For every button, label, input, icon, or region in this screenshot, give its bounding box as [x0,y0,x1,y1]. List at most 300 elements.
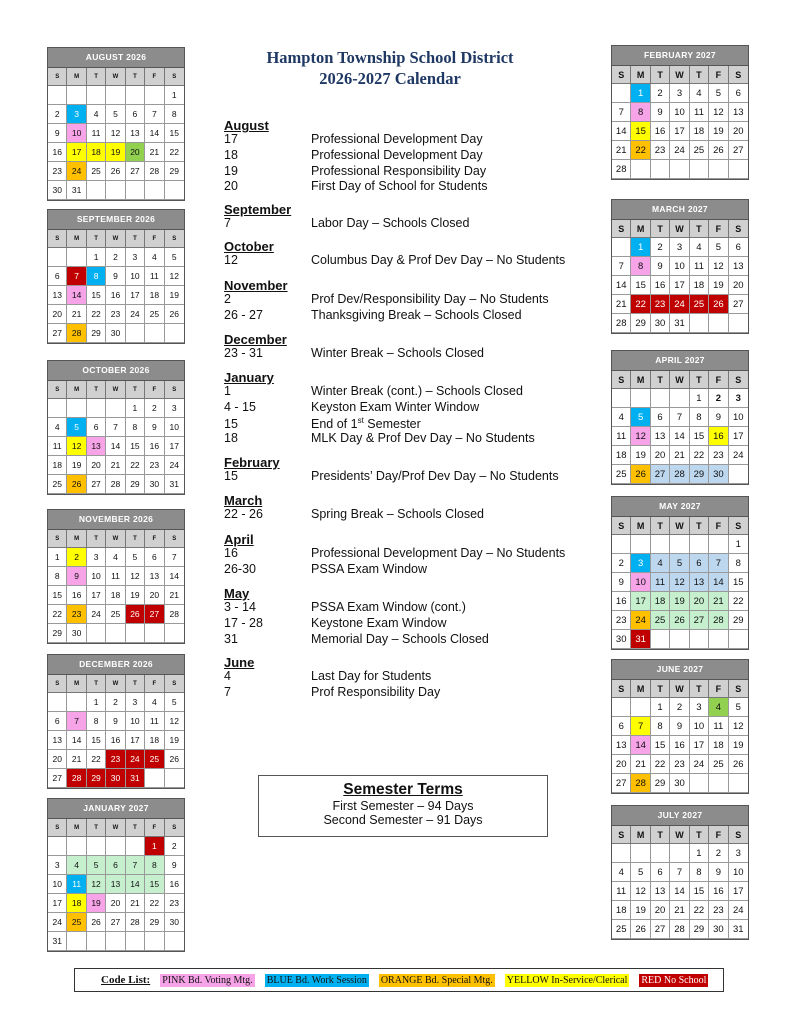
day-cell: 22 [690,901,709,920]
empty-day-cell [145,769,164,788]
day-cell: 24 [126,305,145,324]
day-cell: 15 [87,286,106,305]
day-cell: 1 [631,238,650,257]
event-description: Last Day for Students [311,669,432,683]
empty-day-cell [145,86,164,105]
day-cell: 16 [165,875,184,894]
day-cell: 20 [48,305,67,324]
code-list-legend [74,968,724,992]
event-description: Labor Day – Schools Closed [311,216,470,230]
event-date: 26 - 27 [224,307,263,322]
empty-day-cell [67,86,86,105]
empty-day-cell [126,181,145,200]
day-cell: 17 [670,122,689,141]
day-cell: 3 [126,248,145,267]
empty-day-cell [690,535,709,554]
event-month-heading: September [224,202,292,217]
weekday-header: M [631,826,650,844]
day-cell: 15 [87,731,106,750]
empty-day-cell [165,624,184,643]
empty-day-cell [87,399,106,418]
weekday-header: T [651,517,670,535]
calendar-title: APRIL 2027 [612,351,748,371]
day-cell: 3 [690,698,709,717]
day-cell: 12 [709,257,728,276]
event-date: 4 [224,669,231,683]
empty-day-cell [126,324,145,343]
weekday-header: S [729,220,748,238]
day-cell: 3 [126,693,145,712]
calendar-march-2027 [611,199,749,334]
legend-orange-special-mtg: ORANGE Bd. Special Mtg. [380,974,493,986]
day-cell: 28 [67,324,86,343]
day-cell: 12 [87,875,106,894]
day-cell: 9 [612,573,631,592]
day-cell: 20 [690,592,709,611]
empty-day-cell [87,837,106,856]
empty-day-cell [145,932,164,951]
day-cell: 5 [67,418,86,437]
day-cell: 18 [87,143,106,162]
empty-day-cell [690,774,709,793]
event-description: End of 1st Semester [311,415,421,431]
day-cell: 9 [709,408,728,427]
day-cell: 13 [106,875,125,894]
weekday-header: W [670,826,689,844]
event-date: 18 [224,147,238,162]
event-description: Columbus Day & Prof Dev Day – No Students [311,253,566,267]
day-cell: 13 [690,573,709,592]
day-cell: 29 [165,162,184,181]
day-cell: 18 [48,456,67,475]
empty-day-cell [67,399,86,418]
day-cell: 30 [612,630,631,649]
day-cell: 8 [87,267,106,286]
day-cell: 4 [612,863,631,882]
event-description: MLK Day & Prof Dev Day – No Students [311,431,535,446]
day-cell: 16 [651,122,670,141]
weekday-header: F [145,381,164,399]
empty-day-cell [48,248,67,267]
event-description: Professional Responsibility Day [311,163,487,178]
day-cell: 17 [729,882,748,901]
day-cell: 9 [709,863,728,882]
event-date: 22 - 26 [224,507,263,521]
event-row [224,469,559,483]
calendar-december-2026 [47,654,185,789]
day-cell: 11 [67,875,86,894]
day-cell: 11 [709,717,728,736]
weekday-header: S [612,220,631,238]
event-date: 17 [224,132,238,146]
day-cell: 27 [651,465,670,484]
empty-day-cell [126,932,145,951]
day-cell: 11 [87,124,106,143]
day-cell: 31 [670,314,689,333]
event-description: Professional Development Day – No Students [311,546,566,560]
weekday-header: S [165,530,184,548]
empty-day-cell [67,932,86,951]
day-cell: 9 [106,712,125,731]
event-month-heading: April [224,532,254,547]
semester-terms-box [258,775,548,837]
day-cell: 10 [729,408,748,427]
day-cell: 7 [165,548,184,567]
day-cell: 28 [106,475,125,494]
empty-day-cell [651,535,670,554]
day-cell: 16 [612,592,631,611]
day-cell: 4 [87,105,106,124]
day-cell: 27 [612,774,631,793]
event-date: 26-30 [224,561,256,576]
event-row [224,132,483,146]
weekday-header: S [729,371,748,389]
day-cell: 7 [670,408,689,427]
day-cell: 20 [651,446,670,465]
day-cell: 25 [709,755,728,774]
weekday-header: M [67,819,86,837]
weekday-header: T [690,66,709,84]
day-cell: 31 [126,769,145,788]
day-cell: 16 [145,437,164,456]
day-cell: 5 [709,238,728,257]
empty-day-cell [87,932,106,951]
calendar-april-2027 [611,350,749,485]
event-row [224,292,549,306]
day-cell: 15 [48,586,67,605]
weekday-header: T [690,220,709,238]
day-cell: 10 [670,103,689,122]
day-cell: 19 [165,731,184,750]
weekday-header: S [612,826,631,844]
empty-day-cell [670,160,689,179]
day-cell: 24 [87,605,106,624]
day-cell: 17 [48,894,67,913]
day-cell: 9 [670,717,689,736]
day-cell: 22 [48,605,67,624]
calendar-year-title: 2026-2027 Calendar [319,69,461,88]
empty-day-cell [106,181,125,200]
weekday-header: M [67,530,86,548]
day-cell: 5 [126,548,145,567]
day-cell: 10 [126,267,145,286]
day-cell: 31 [729,920,748,939]
empty-day-cell [651,844,670,863]
event-description: Memorial Day – Schools Closed [311,631,489,646]
day-cell: 16 [106,731,125,750]
day-cell: 30 [709,465,728,484]
calendar-title: SEPTEMBER 2026 [48,210,184,230]
empty-day-cell [631,389,650,408]
day-cell: 22 [87,305,106,324]
weekday-header: S [48,68,67,86]
day-cell: 28 [67,769,86,788]
event-row [224,400,479,414]
empty-day-cell [709,774,728,793]
empty-day-cell [87,86,106,105]
day-cell: 26 [165,305,184,324]
day-cell: 17 [126,286,145,305]
day-cell: 4 [67,856,86,875]
day-cell: 12 [165,267,184,286]
day-cell: 25 [612,465,631,484]
event-row [224,179,487,193]
day-cell: 16 [709,427,728,446]
event-month-heading: August [224,118,269,133]
day-cell: 27 [106,913,125,932]
day-cell: 8 [690,863,709,882]
weekday-header: T [126,230,145,248]
empty-day-cell [612,84,631,103]
day-cell: 19 [126,586,145,605]
day-cell: 23 [67,605,86,624]
day-cell: 18 [690,122,709,141]
day-cell: 19 [709,276,728,295]
day-cell: 13 [729,257,748,276]
day-cell: 27 [729,295,748,314]
empty-day-cell [631,535,650,554]
day-cell: 14 [165,567,184,586]
empty-day-cell [165,181,184,200]
empty-day-cell [67,837,86,856]
day-cell: 4 [145,693,164,712]
day-cell: 17 [87,586,106,605]
day-cell: 14 [612,276,631,295]
empty-day-cell [67,693,86,712]
day-cell: 14 [67,731,86,750]
day-cell: 27 [729,141,748,160]
day-cell: 26 [631,465,650,484]
empty-day-cell [106,837,125,856]
day-cell: 5 [729,698,748,717]
day-cell: 18 [145,286,164,305]
day-cell: 9 [106,267,125,286]
day-cell: 25 [612,920,631,939]
day-cell: 14 [67,286,86,305]
day-cell: 18 [67,894,86,913]
day-cell: 24 [48,913,67,932]
weekday-header: T [690,680,709,698]
day-cell: 18 [612,446,631,465]
day-cell: 30 [145,475,164,494]
calendar-title: JUNE 2027 [612,660,748,680]
day-cell: 19 [729,736,748,755]
empty-day-cell [145,324,164,343]
day-cell: 25 [67,913,86,932]
day-cell: 12 [631,882,650,901]
empty-day-cell [670,630,689,649]
event-date: 12 [224,253,238,267]
weekday-header: F [709,826,728,844]
day-cell: 24 [690,755,709,774]
day-cell: 13 [729,103,748,122]
empty-day-cell [651,389,670,408]
day-cell: 20 [106,894,125,913]
empty-day-cell [87,181,106,200]
day-cell: 29 [87,324,106,343]
day-cell: 30 [651,314,670,333]
day-cell: 25 [690,295,709,314]
day-cell: 12 [126,567,145,586]
day-cell: 25 [651,611,670,630]
weekday-header: T [690,826,709,844]
day-cell: 8 [631,103,650,122]
day-cell: 13 [145,567,164,586]
day-cell: 12 [631,427,650,446]
day-cell: 8 [48,567,67,586]
day-cell: 31 [165,475,184,494]
day-cell: 24 [126,750,145,769]
event-row [224,148,483,162]
day-cell: 17 [631,592,650,611]
weekday-header: T [126,819,145,837]
day-cell: 21 [165,586,184,605]
day-cell: 25 [145,305,164,324]
weekday-header: W [670,371,689,389]
day-cell: 2 [709,389,728,408]
weekday-header: S [165,68,184,86]
empty-day-cell [651,160,670,179]
code-list-label: Code List: [101,974,151,986]
day-cell: 8 [651,717,670,736]
calendar-january-2027 [47,798,185,952]
weekday-header: T [690,371,709,389]
event-row [224,616,446,630]
day-cell: 2 [709,844,728,863]
calendar-october-2026 [47,360,185,495]
day-cell: 10 [126,712,145,731]
weekday-header: M [67,230,86,248]
event-row [224,546,565,560]
day-cell: 12 [709,103,728,122]
empty-day-cell [729,160,748,179]
empty-day-cell [165,324,184,343]
day-cell: 3 [670,238,689,257]
day-cell: 7 [145,105,164,124]
day-cell: 21 [67,750,86,769]
day-cell: 5 [106,105,125,124]
empty-day-cell [631,160,650,179]
day-cell: 9 [651,257,670,276]
weekday-header: T [690,517,709,535]
day-cell: 21 [612,295,631,314]
day-cell: 22 [690,446,709,465]
day-cell: 18 [651,592,670,611]
day-cell: 27 [48,324,67,343]
calendar-february-2027 [611,45,749,180]
day-cell: 14 [670,882,689,901]
day-cell: 15 [126,437,145,456]
day-cell: 14 [612,122,631,141]
day-cell: 28 [670,465,689,484]
event-description: Presidents’ Day/Prof Dev Day – No Students [311,469,559,483]
empty-day-cell [126,86,145,105]
day-cell: 1 [87,693,106,712]
empty-day-cell [612,698,631,717]
calendar-august-2026 [47,47,185,201]
weekday-header: M [631,371,650,389]
day-cell: 2 [48,105,67,124]
day-cell: 7 [670,863,689,882]
empty-day-cell [165,932,184,951]
day-cell: 3 [729,389,748,408]
day-cell: 13 [48,286,67,305]
event-row [224,308,522,322]
calendar-title: NOVEMBER 2026 [48,510,184,530]
day-cell: 18 [106,586,125,605]
weekday-header: S [48,381,67,399]
day-cell: 14 [126,875,145,894]
day-cell: 20 [87,456,106,475]
day-cell: 30 [709,920,728,939]
weekday-header: T [87,819,106,837]
day-cell: 22 [729,592,748,611]
day-cell: 10 [729,863,748,882]
empty-day-cell [612,535,631,554]
day-cell: 6 [729,84,748,103]
calendar-title: DECEMBER 2026 [48,655,184,675]
event-row [224,669,431,683]
legend-pink-voting-mtg: PINK Bd. Voting Mtg. [162,974,253,986]
day-cell: 15 [631,122,650,141]
day-cell: 3 [87,548,106,567]
event-description: First Day of School for Students [311,179,488,194]
day-cell: 17 [165,437,184,456]
day-cell: 4 [690,84,709,103]
empty-day-cell [145,181,164,200]
weekday-header: T [651,220,670,238]
empty-day-cell [709,630,728,649]
day-cell: 25 [145,750,164,769]
day-cell: 3 [165,399,184,418]
weekday-header: T [126,530,145,548]
day-cell: 16 [670,736,689,755]
empty-day-cell [709,535,728,554]
day-cell: 24 [67,162,86,181]
event-description: PSSA Exam Window [311,561,428,576]
day-cell: 8 [165,105,184,124]
event-row [224,600,466,614]
empty-day-cell [690,314,709,333]
day-cell: 26 [67,475,86,494]
calendar-title: AUGUST 2026 [48,48,184,68]
empty-day-cell [67,248,86,267]
empty-day-cell [612,844,631,863]
day-cell: 28 [145,162,164,181]
weekday-header: M [631,66,650,84]
day-cell: 26 [709,141,728,160]
day-cell: 15 [690,427,709,446]
day-cell: 1 [690,844,709,863]
empty-day-cell [709,314,728,333]
day-cell: 9 [651,103,670,122]
day-cell: 10 [87,567,106,586]
empty-day-cell [48,399,67,418]
event-date: 7 [224,216,231,230]
day-cell: 29 [729,611,748,630]
weekday-header: S [729,680,748,698]
day-cell: 21 [670,446,689,465]
empty-day-cell [87,624,106,643]
day-cell: 19 [631,446,650,465]
day-cell: 23 [145,456,164,475]
day-cell: 7 [67,267,86,286]
day-cell: 2 [670,698,689,717]
day-cell: 2 [651,84,670,103]
weekday-header: T [126,68,145,86]
day-cell: 16 [106,286,125,305]
day-cell: 5 [165,248,184,267]
